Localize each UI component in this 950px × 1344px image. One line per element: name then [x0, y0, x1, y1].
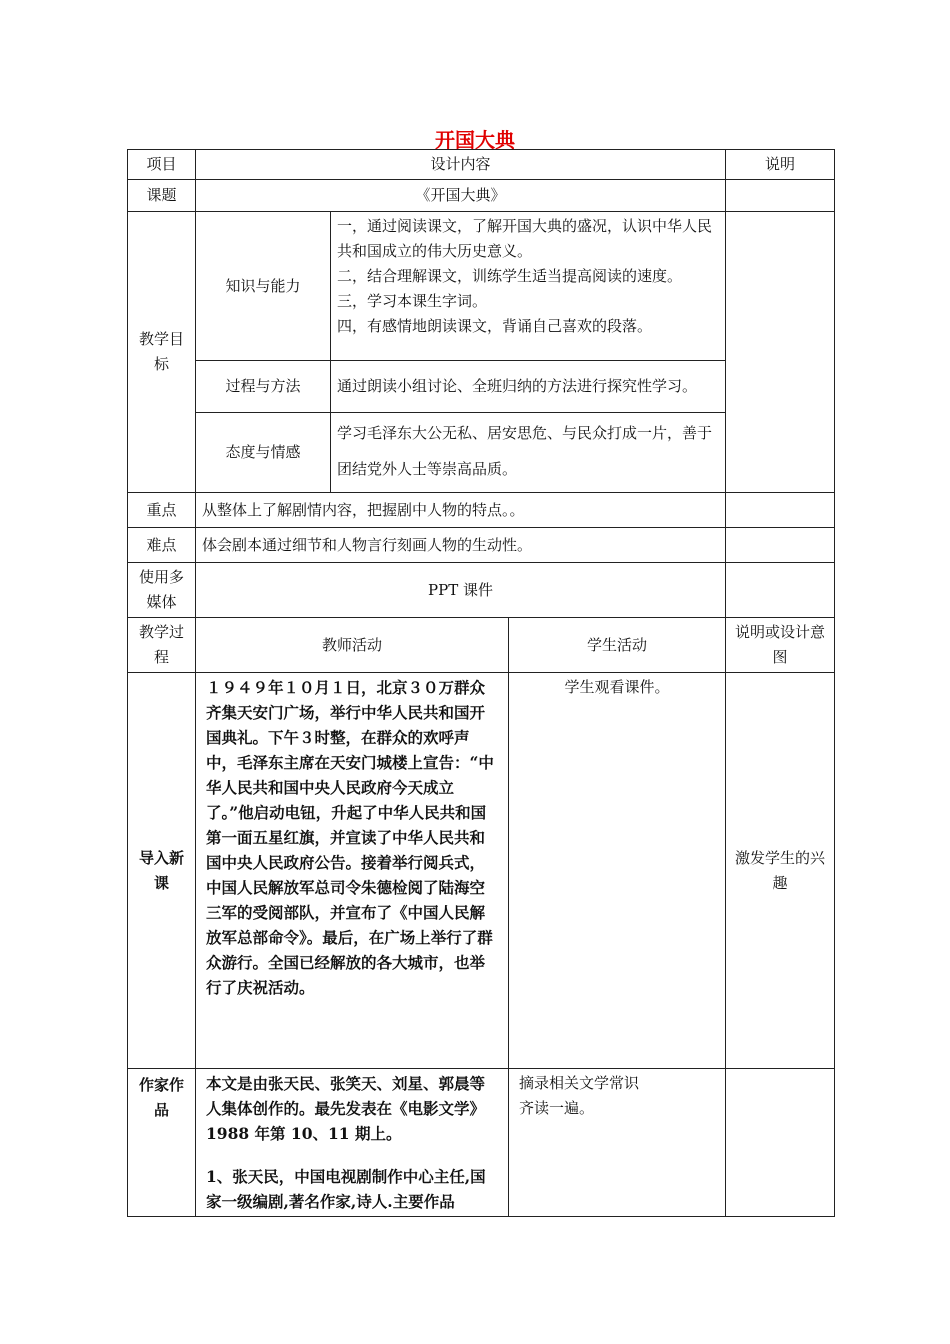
- key-point-note: [726, 493, 835, 528]
- document-title: 开国大典: [435, 128, 515, 152]
- intro-label: 导入新课: [128, 673, 196, 1069]
- process-header-row: [128, 618, 835, 673]
- media-note: [726, 563, 835, 618]
- student-task: 齐读一遍。: [519, 1099, 595, 1117]
- intro-student-activity: 学生观看课件。: [509, 673, 726, 1069]
- header-content: 设计内容: [196, 150, 726, 180]
- process-label: 过程与方法: [196, 361, 331, 413]
- attitude-label: 态度与情感: [196, 413, 331, 493]
- header-note: 说明: [726, 150, 835, 180]
- difficulty-label: 难点: [128, 528, 196, 563]
- process-header-label: 教学过程: [128, 618, 196, 673]
- goal-knowledge-row: [128, 212, 835, 361]
- knowledge-line: 四，有感情地朗读课文，背诵自己喜欢的段落。: [337, 317, 653, 335]
- knowledge-content: [331, 212, 726, 361]
- topic-note: [726, 180, 835, 212]
- authors-teacher-activity: [196, 1069, 509, 1217]
- author-item: 1、张天民，中国电视剧制作中心主任,国家一级编剧,著名作家,诗人.主要作品: [206, 1167, 486, 1211]
- header-row: [128, 150, 835, 180]
- header-item: 项目: [128, 150, 196, 180]
- media-row: [128, 563, 835, 618]
- process-content: 通过朗读小组讨论、全班归纳的方法进行探究性学习。: [331, 361, 726, 413]
- student-task: 摘录相关文学常识: [519, 1074, 640, 1092]
- goals-label: 教学目标: [128, 212, 196, 493]
- intro-teacher-activity: １９４９年１０月１日，北京３０万群众齐集天安门广场，举行中华人民共和国开国典礼。下午３时整，在群众的欢呼声中，毛泽东主席在天安门城楼上宣告：“中华人民共和国中央人民政府今天成立了。”他启动电钮，升起了中华人民共和国第一面五星红旗，并宣读了中华人民共和国中央人民政府公告。接着举行阅兵式，中国人民解放军总司令朱德检阅了陆海空三军的受阅部队，并宣布了《中国人民解放军总部命令》。最后，在广场上举行了群众游行。全国已经解放的各大城市，也举行了庆祝活动。: [196, 673, 509, 1069]
- student-activity-header: 学生活动: [509, 618, 726, 673]
- knowledge-line: 三，学习本课生字词。: [337, 292, 488, 310]
- media-label: 使用多媒体: [128, 563, 196, 618]
- authors-student-activity: [509, 1069, 726, 1217]
- teacher-activity-header: 教师活动: [196, 618, 509, 673]
- topic-value: 《开国大典》: [196, 180, 726, 212]
- knowledge-label: 知识与能力: [196, 212, 331, 361]
- goals-note: [726, 212, 835, 493]
- lesson-plan-table: [127, 149, 835, 1217]
- authors-row: [128, 1069, 835, 1217]
- knowledge-line: 二，结合理解课文，训练学生适当提高阅读的速度。: [337, 267, 683, 285]
- topic-row: [128, 180, 835, 212]
- authors-design-intent: [726, 1069, 835, 1217]
- paragraph-gap: [206, 1146, 498, 1164]
- attitude-content: 学习毛泽东大公无私、居安思危、与民众打成一片，善于团结党外人士等崇高品质。: [331, 413, 726, 493]
- media-content: PPT 课件: [196, 563, 726, 618]
- key-point-label: 重点: [128, 493, 196, 528]
- authors-label: 作家作品: [128, 1069, 196, 1217]
- difficulty-row: [128, 528, 835, 563]
- knowledge-line: 一，通过阅读课文，了解开国大典的盛况，认识中华人民共和国成立的伟大历史意义。: [337, 217, 713, 260]
- key-point-row: [128, 493, 835, 528]
- difficulty-content: 体会剧本通过细节和人物言行刻画人物的生动性。: [196, 528, 726, 563]
- intro-row: [128, 673, 835, 1069]
- key-point-content: 从整体上了解剧情内容，把握剧中人物的特点。。: [196, 493, 726, 528]
- topic-label: 课题: [128, 180, 196, 212]
- intro-design-intent: 激发学生的兴趣: [726, 673, 835, 1069]
- authors-intro-paragraph: 本文是由张天民、张笑天、刘星、郭晨等人集体创作的。最先发表在《电影文学》1988 年第 10、11 期上。: [206, 1074, 486, 1143]
- difficulty-note: [726, 528, 835, 563]
- design-intent-header: 说明或设计意图: [726, 618, 835, 673]
